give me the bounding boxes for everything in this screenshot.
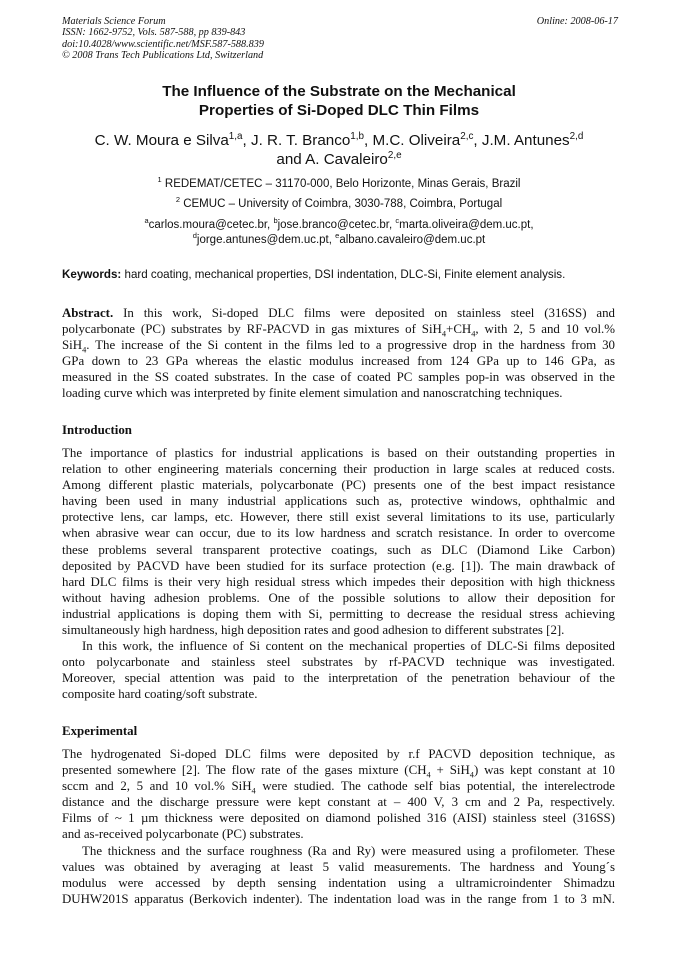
exp-line: and as-received polycarbonate (PC) substrates. [62, 827, 304, 842]
intro-line: industrial applications is doping them with Si, permitting to decrease the residual stress achieving [62, 606, 615, 621]
subscript: 4 [82, 345, 87, 355]
online-date: Online: 2008-06-17 [536, 16, 618, 27]
intro-line: these problems several transparent protective coatings, such as DLC (Diamond Like Carbon) [62, 542, 615, 557]
affiliation-2 [62, 197, 616, 211]
email-e-sup: e [335, 231, 340, 241]
intro-line: without having adhesion problems. One of the possible solutions to allow their deposition for [62, 590, 615, 605]
exp-line: The thickness and the surface roughness (Ra and Ry) were measured using a profilometer. These [82, 843, 615, 858]
abstract-text: . The increase of the Si content in the films led to a progressive drop in the hardness from 30 [86, 338, 615, 353]
exp-line: The hydrogenated Si-doped DLC films were deposited by r.f PACVD deposition technique, as [62, 747, 615, 761]
email-a: carlos.moura@cetec.br, [148, 219, 274, 231]
abstract-line: loading curve which was interpreted by finite element simulation and nanoscratching techniques. [62, 386, 563, 401]
abstract-text: SiH [62, 338, 83, 353]
email-b-sup: b [273, 216, 278, 226]
intro-line: In this work, the influence of Si content on the mechanical properties of DLC-Si films deposited [82, 639, 615, 654]
email-b: jose.branco@cetec.br, [277, 219, 396, 231]
exp-text: sccm and 2, 5 and 10 vol.% SiH [62, 779, 252, 794]
intro-line: onto polycarbonate and stainless steel substrates by rf-PACVD technique was investigated. [62, 655, 615, 670]
abstract-text: +CH [446, 322, 472, 337]
abstract-text: polycarbonate (PC) substrates by RF-PACVD in gas mixtures of SiH [62, 322, 442, 337]
author-4-sup: 2,d [569, 130, 584, 142]
journal-copyright: © 2008 Trans Tech Publications Ltd, Switzerland [62, 50, 264, 62]
author-5: and A. Cavaleiro [276, 151, 388, 168]
intro-line: relation to other engineering materials concerning their production in large scales at reduced costs. [62, 462, 615, 477]
abstract-line [62, 321, 615, 337]
affiliation-1 [62, 177, 616, 191]
intro-line: hard DLC films is their very high residual stress which impedes their deposition with high thickness [62, 574, 615, 589]
keywords-label: Keywords: [62, 268, 122, 281]
experimental-heading: Experimental [62, 724, 138, 738]
abstract-line: GPa down to 23 GPa whereas the elastic modulus increased from 124 GPa up to 146 GPa, as [62, 354, 615, 369]
author-3: , M.C. Oliveira [364, 132, 461, 149]
email-line-1 [62, 218, 616, 232]
intro-line: Moreover, special attention was paid to the interpretation of the penetration behaviour of the [62, 671, 615, 686]
email-d-sup: d [192, 231, 197, 241]
intro-line: The importance of plastics for industrial applications is based on their outstanding properties in [62, 446, 615, 460]
author-2-sup: 1,b [350, 130, 365, 142]
exp-line [62, 762, 615, 778]
exp-text: were studied. The cathode self bias potential, the interelectrode [255, 779, 615, 794]
author-line-2 [62, 150, 616, 169]
exp-line: Films of ~ 1 µm thickness were deposited on diamond polished 316 (AISI) stainless steel (316SS) [62, 811, 615, 826]
author-5-sup: 2,e [387, 149, 402, 161]
exp-line: distance and the discharge pressure were kept constant at – 400 V, 3 cm and 2 Pa, respectively. [62, 795, 615, 810]
title-line-2: Properties of Si-Doped DLC Thin Films [198, 102, 480, 119]
subscript: 4 [441, 329, 447, 339]
exp-text: ) was kept constant at 10 [473, 763, 615, 778]
experimental-body [62, 746, 615, 907]
abstract-line: measured in the SS coated substrates. In the case of coated PC samples pop-in was observed in the [62, 370, 615, 385]
aff2-text: CEMUC – University of Coimbra, 3030-788, Coimbra, Portugal [180, 198, 503, 210]
intro-line: composite hard coating/soft substrate. [62, 687, 258, 702]
abstract-label: Abstract. [62, 306, 114, 320]
keywords [62, 268, 618, 281]
abstract-line [62, 337, 615, 353]
journal-issn: ISSN: 1662-9752, Vols. 587-588, pp 839-843 [62, 27, 246, 39]
introduction-body [62, 445, 615, 703]
email-e: albano.cavaleiro@dem.uc.pt [339, 234, 486, 246]
intro-line: deposited by PACVD have been studied for its surface protection (e.g. [1]). The main drawback of [62, 558, 615, 573]
intro-line: simultaneously high hardness, high deposition rates and good adhesion to different substrates [2]. [62, 623, 565, 638]
abstract-text: , with 2, 5 and 10 vol.% [475, 322, 615, 337]
introduction-heading: Introduction [62, 423, 132, 437]
author-1: C. W. Moura e Silva [94, 132, 229, 149]
subscript: 4 [426, 770, 431, 780]
email-c: marta.oliveira@dem.uc.pt, [399, 219, 534, 231]
paper-title [62, 82, 616, 120]
aff1-text: REDEMAT/CETEC – 31170-000, Belo Horizonte, Minas Gerais, Brazil [161, 178, 521, 190]
exp-text: + SiH [430, 763, 470, 778]
exp-line: modulus were accessed by depth sensing indentation using a ultramicroindenter Shimadzu [62, 875, 615, 890]
subscript: 4 [469, 770, 474, 780]
abstract [62, 305, 615, 402]
intro-line: Among different plastic materials, polycarbonate (PC) presents one of the best impact resistance [62, 478, 615, 493]
exp-text: presented somewhere [2]. The flow rate of the gases mixture (CH [62, 763, 427, 778]
exp-line [62, 778, 615, 794]
author-line-1 [62, 131, 616, 150]
exp-line: values was obtained by averaging at least 5 valid measurements. The hardness and Young´s [62, 859, 615, 874]
journal-header [62, 16, 618, 62]
abstract-text: In this work, Si-doped DLC films were deposited on stainless steel (316SS) and [113, 306, 615, 320]
author-1-sup: 1,a [228, 130, 243, 142]
intro-line: protective lens, car lamps, etc. However, there still exist several limitations to its use, particularly [62, 510, 615, 525]
email-d: jorge.antunes@dem.uc.pt, [196, 234, 336, 246]
author-4: , J.M. Antunes [473, 132, 570, 149]
email-c-sup: c [395, 216, 400, 226]
author-list [62, 131, 616, 169]
exp-line: DUHW201S apparatus (Berkovich indenter). The indentation load was in the range from 1 to 3 mN. [62, 891, 615, 906]
subscript: 4 [471, 329, 476, 339]
email-line-2 [62, 233, 616, 247]
journal-doi: doi:10.4028/www.scientific.net/MSF.587-588.839 [62, 38, 264, 50]
email-a-sup: a [144, 216, 149, 226]
title-line-1: The Influence of the Substrate on the Mechanical [162, 83, 516, 100]
aff1-sup: 1 [157, 175, 162, 185]
aff2-sup: 2 [175, 195, 181, 205]
abstract-line [62, 305, 615, 321]
subscript: 4 [251, 786, 256, 796]
keywords-text: hard coating, mechanical properties, DSI indentation, DLC-Si, Finite element analysis. [121, 268, 566, 281]
author-2: , J. R. T. Branco [242, 132, 351, 149]
intro-line: when abrasive wear can occur, due to its low hardness and scratch resistance. In order to overcome [62, 526, 615, 541]
author-3-sup: 2,c [460, 130, 474, 142]
intro-line: having been used in many industrial applications such as, protective windows, ophthalmic and [62, 494, 615, 509]
journal-name: Materials Science Forum [62, 16, 166, 27]
